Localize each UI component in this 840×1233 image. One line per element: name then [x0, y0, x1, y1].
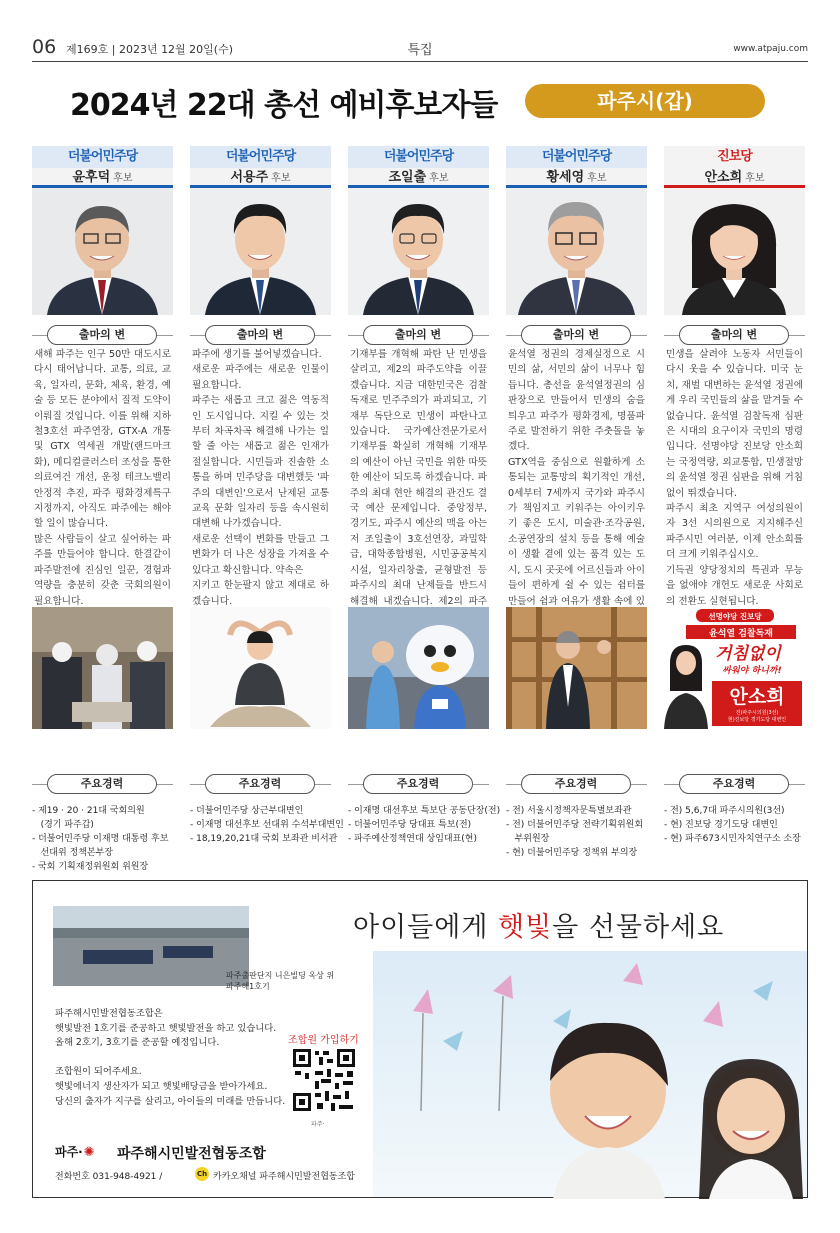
- org-name: 파주해시민발전협동조합: [117, 1146, 266, 1162]
- statement-divider: [506, 315, 647, 345]
- career-item: - 현) 파주673시민자치연구소 소장: [664, 834, 801, 844]
- statement-divider: [190, 315, 331, 345]
- photo-caption: 파주출판단지 니은빌딩 옥상 위 파주해1호기: [226, 971, 335, 991]
- party-name: 더불어민주당: [348, 146, 489, 168]
- poster-image: [664, 607, 805, 729]
- career-block: [664, 764, 805, 846]
- party-name: 진보당: [664, 146, 805, 168]
- candidate-suffix: 후보: [113, 173, 133, 184]
- issue-info: 제169호 | 2023년 12월 20일(수): [66, 43, 234, 56]
- site-visit-image: [32, 607, 173, 729]
- career-item: - 전) 서울시정책자문특별보좌관: [506, 806, 632, 816]
- rooftop-image: [53, 906, 249, 986]
- career-list: [32, 804, 173, 874]
- career-list: [190, 804, 344, 846]
- candidate-photo: [348, 188, 489, 315]
- statement-label: 출마의 변: [363, 325, 473, 345]
- candidate-suffix: 후보: [587, 173, 607, 184]
- career-item: - 국회 기획재정위원회 위원장: [32, 862, 149, 872]
- party-name: 더불어민주당: [190, 146, 331, 168]
- candidate-name-bar: [348, 168, 489, 188]
- activity-photo: [190, 607, 331, 729]
- heart-pose-image: [190, 607, 331, 729]
- statement-label: 출마의 변: [521, 325, 631, 345]
- portrait-image: [190, 188, 331, 315]
- career-item: - 현) 진보당 경기도당 대변인: [664, 820, 778, 830]
- activity-photo: [506, 607, 647, 729]
- poster-tag: 선명야당 진보당: [708, 612, 762, 621]
- ad-body-text: 파주해시민발전협동조합은 햇빛발전 1호기를 준공하고 햇빛발전을 하고 있습니다. 올해 2호기, 3호기를 준공할 예정입니다. 조합원이 되어주세요. 햇빛에너지 생산자가 되고 햇빛배당금을 받아가세요. 당신의 출자가 지구를 살리고, 아이들의 미래를 만듭니다.: [55, 1008, 286, 1107]
- portrait-image: [348, 188, 489, 315]
- candidate-photo: [32, 188, 173, 315]
- career-item: - 현) 더불어민주당 정책위 부의장: [506, 848, 638, 858]
- career-item: (경기 파주갑): [32, 820, 94, 830]
- career-label: 주요경력: [47, 774, 157, 794]
- career-label: 주요경력: [205, 774, 315, 794]
- org-logo-text: 파주·: [55, 1145, 83, 1159]
- candidate-statement: 새해 파주는 인구 50만 대도시로 다시 태어납니다. 교통, 의료, 교육, 일자리, 문화, 체육, 환경, 예술 등 모든 분야에서 질적 도약이 이뤄질 것입니다. 이를 위해 지하철3호선 파주연장, GTX-A 개통 및 GTX 역세권 개발(랜드마크화), 메디컬클러스터 조성을 통한 의료여건 개선, 운정 테크노밸리 안정적 추진, 파주 평화경제특구 지정까지, 아직도 파주에는 해야 할 일이 많습니다. 많은 사람들이 살고 싶어하는 파주를 만들어야 합니다. 한결같이 파주발전에 진심인 일꾼, 경험과 역량을 충분히 갖춘 국회의원이 필요합니다.: [34, 349, 171, 607]
- candidate-name-bar: [506, 168, 647, 188]
- career-item: 부위원장: [506, 834, 550, 844]
- solar-ad: [32, 880, 808, 1198]
- portrait-image: [664, 188, 805, 315]
- candidate-name: 서용주: [230, 170, 269, 185]
- career-list: [506, 804, 647, 860]
- candidate-name-bar: [664, 168, 805, 188]
- candidate-photo: [664, 188, 805, 315]
- career-item: - 전) 더불어민주당 전략기획위원회: [506, 820, 644, 830]
- career-label: 주요경력: [679, 774, 789, 794]
- statement-label: 출마의 변: [205, 325, 315, 345]
- page-header: [32, 34, 808, 62]
- career-item: - 더불어민주당 이재명 대통령 후보: [32, 834, 169, 844]
- career-divider: [32, 764, 173, 794]
- candidate-name: 황세영: [546, 170, 585, 185]
- career-item: - 전) 5,6,7대 파주시의원(3선): [664, 806, 785, 816]
- statement-label: 출마의 변: [47, 325, 157, 345]
- career-list: [664, 804, 805, 846]
- ad-photo-children: [373, 951, 807, 1197]
- candidate-column: [348, 146, 489, 729]
- career-item: - 이재명 대선후보 특보단 공동단장(전): [348, 806, 501, 816]
- mascot-image: [348, 607, 489, 729]
- qr-code-icon: [291, 1047, 357, 1113]
- statement-divider: [32, 315, 173, 345]
- career-block: [348, 764, 501, 846]
- party-name: 더불어민주당: [32, 146, 173, 168]
- statement-label: 출마의 변: [679, 325, 789, 345]
- qr-logo-text: 파주·: [311, 1121, 325, 1128]
- kakao-channel-link[interactable]: 카카오채널 파주해시민발전협동조합: [213, 1172, 355, 1182]
- site-url[interactable]: www.atpaju.com: [733, 44, 808, 54]
- candidate-suffix: 후보: [745, 173, 765, 184]
- org-phone: 전화번호 031-948-4921 /: [55, 1172, 163, 1182]
- page-number: 06: [32, 36, 57, 58]
- career-block: [190, 764, 344, 846]
- career-item: - 더불어민주당 당대표 특보(전): [348, 820, 472, 830]
- candidate-statement: 기재부를 개혁해 파탄 난 민생을 살리고, 제2의 파주도약을 이끌겠습니다. 지금 대한민국은 검찰독재로 민주주의가 파괴되고, 기재부 독단으로 민생이 파탄나고 있습니다. 국가예산전문가로서 기재부를 확실히 개혁해 기재부의 예산이 아닌 국민을 위한 따뜻한 예산이 되도록 하겠습니다. 파주의 최대 현안 해결의 관건도 결국 예산 문제입니다. 중앙정부, 경기도, 파주시 예산의 맥을 아는 저 조일출이 3호선연장, 과밀학급, 대학종합병원, 시민공공복지시설, 일자리창출, 균형발전 등 파주시의 최대 난제들을 반드시 해결해 내겠습니다. 제2의 파주: [350, 349, 487, 607]
- candidate-name-bar: [32, 168, 173, 188]
- career-block: [506, 764, 647, 860]
- career-item: - 파주예산정책연대 상임대표(현): [348, 834, 478, 844]
- candidate-suffix: 후보: [271, 173, 291, 184]
- candidate-name: 윤후덕: [72, 170, 111, 185]
- candidate-column: [190, 146, 331, 729]
- career-divider: [190, 764, 331, 794]
- party-name: 더불어민주당: [506, 146, 647, 168]
- career-block: [32, 764, 173, 874]
- slogan-highlight: 햇빛: [498, 912, 553, 943]
- poster-line2a: 거침없이: [715, 644, 781, 664]
- career-item: - 이재명 대선후보 선대위 수석부대변인: [190, 820, 344, 830]
- children-pinwheel-image: [373, 951, 809, 1199]
- slogan-post: 을 선물하세요: [552, 912, 725, 943]
- qr-label: 조합원 가입하기: [288, 1035, 359, 1046]
- slogan-pre: 아이들에게: [353, 912, 498, 943]
- career-list: [348, 804, 501, 846]
- ad-slogan: [353, 905, 724, 944]
- poster-small1: 전)파주시의원(3선): [735, 710, 779, 716]
- region-badge: 파주시(갑): [525, 84, 765, 118]
- sun-icon: ✺: [83, 1145, 95, 1160]
- solar-rooftop-photo: [53, 906, 249, 986]
- statement-divider: [348, 315, 489, 345]
- candidate-suffix: 후보: [429, 173, 449, 184]
- career-label: 주요경력: [521, 774, 631, 794]
- poster-line2b: 싸워야 하니까!: [722, 666, 782, 676]
- career-divider: [348, 764, 489, 794]
- candidate-column: [32, 146, 173, 729]
- activity-photo: [32, 607, 173, 729]
- campaign-poster: [664, 607, 805, 729]
- candidate-column: [664, 146, 805, 729]
- career-label: 주요경력: [363, 774, 473, 794]
- career-item: - 제19 · 20 · 21대 국회의원: [32, 806, 145, 816]
- qr-code[interactable]: [291, 1047, 357, 1113]
- candidate-name: 안소희: [704, 170, 743, 185]
- candidate-photo: [190, 188, 331, 315]
- career-item: - 18,19,20,21대 국회 보좌관 비서관: [190, 834, 338, 844]
- poster-small2: 현)진보당 경기도당 대변인: [727, 717, 787, 723]
- candidate-photo: [506, 188, 647, 315]
- candidate-statement: 윤석열 정권의 경제실정으로 시민의 삶, 서민의 삶이 너무나 힘듭니다. 총선을 윤석열정권의 심판장으로 만들어서 민생의 숨을 틔우고 파주가 평화경제, 명품파주로 발전하기 위한 주춧돌을 놓겠다. GTX역을 중심으로 원활하게 소통되는 교통망의 획기적인 개선, 0세부터 7세까지 국가와 파주시가 책임지고 키워주는 아이키우기 좋은 도시, 미술관·조각공원, 소공연장의 설치 등을 통해 예술이 생활 곁에 있는 품격 있는 도시, 도시 곳곳에 어르신들과 아이들이 편하게 쉴 수 있는 쉼터를 만들어 쉼과 여유가 생활 속에 있: [508, 349, 645, 607]
- career-item: 선대위 정책본부장: [32, 848, 113, 858]
- career-divider: [506, 764, 647, 794]
- headline: 2024년 22대 총선 예비후보자들: [70, 88, 498, 123]
- candidate-name-bar: [190, 168, 331, 188]
- portrait-image: [32, 188, 173, 315]
- section-name: 특집: [407, 43, 433, 58]
- bookshelf-image: [506, 607, 647, 729]
- candidate-statement: 민생을 살려야 노동자 서민들이 다시 웃을 수 있습니다. 미국 눈치, 재벌 대변하는 윤석열 정권에게 우리 국민들의 삶을 맡겨둘 수 없습니다. 윤석열 검찰독재 심판은 시대의 요구이자 국민의 명령입니다. 선명야당 진보당 안소희는 국정역량, 외교통합, 민생절망의 윤석열 정권 심판을 위해 거침없이 뛰겠습니다. 파주시 최초 지역구 여성의원이자 3선 시의원으로 지지해주신 파주시민 여러분, 이제 안소희를 더 크게 키워주십시오. 기득권 양당정치의 특권과 무능을 없애야 개헌도 새로운 사회로의 전환도 실현됩니다.: [666, 349, 803, 607]
- poster-line1: 윤석열 검찰독재: [709, 629, 773, 639]
- statement-divider: [664, 315, 805, 345]
- portrait-image: [506, 188, 647, 315]
- candidate-statement: 파주에 생기를 불어넣겠습니다. 새로운 파주에는 새로운 인물이 필요합니다. 파주는 새롭고 크고 젊은 역동적인 도시입니다. 지킬 수 있는 것부터 차곡차곡 해결해 나가는 일할 줄 아는 새롭고 젊은 인재가 절실합니다. 시민들과 진솔한 소통을 하며 민주당을 대변했듯 '파주의 대변인'으로서 난제된 교통 교육 문화 일자리 등을 속시원히 대변해 나가겠습니다. 새로운 선택이 변화를 만들고 그 변화가 더 나은 성장을 가져올 수 있다고 확신합니다. 약속은 지키고 한눈팔지 않고 제대로 하겠습니다.: [192, 349, 329, 607]
- poster-name: 안소희: [729, 686, 785, 708]
- candidate-column: [506, 146, 647, 729]
- activity-photo: [348, 607, 489, 729]
- career-item: - 더불어민주당 상근부대변인: [190, 806, 304, 816]
- candidate-name: 조일출: [388, 170, 427, 185]
- career-divider: [664, 764, 805, 794]
- org-logo: [55, 1143, 95, 1160]
- kakao-channel-icon[interactable]: Ch: [195, 1167, 209, 1181]
